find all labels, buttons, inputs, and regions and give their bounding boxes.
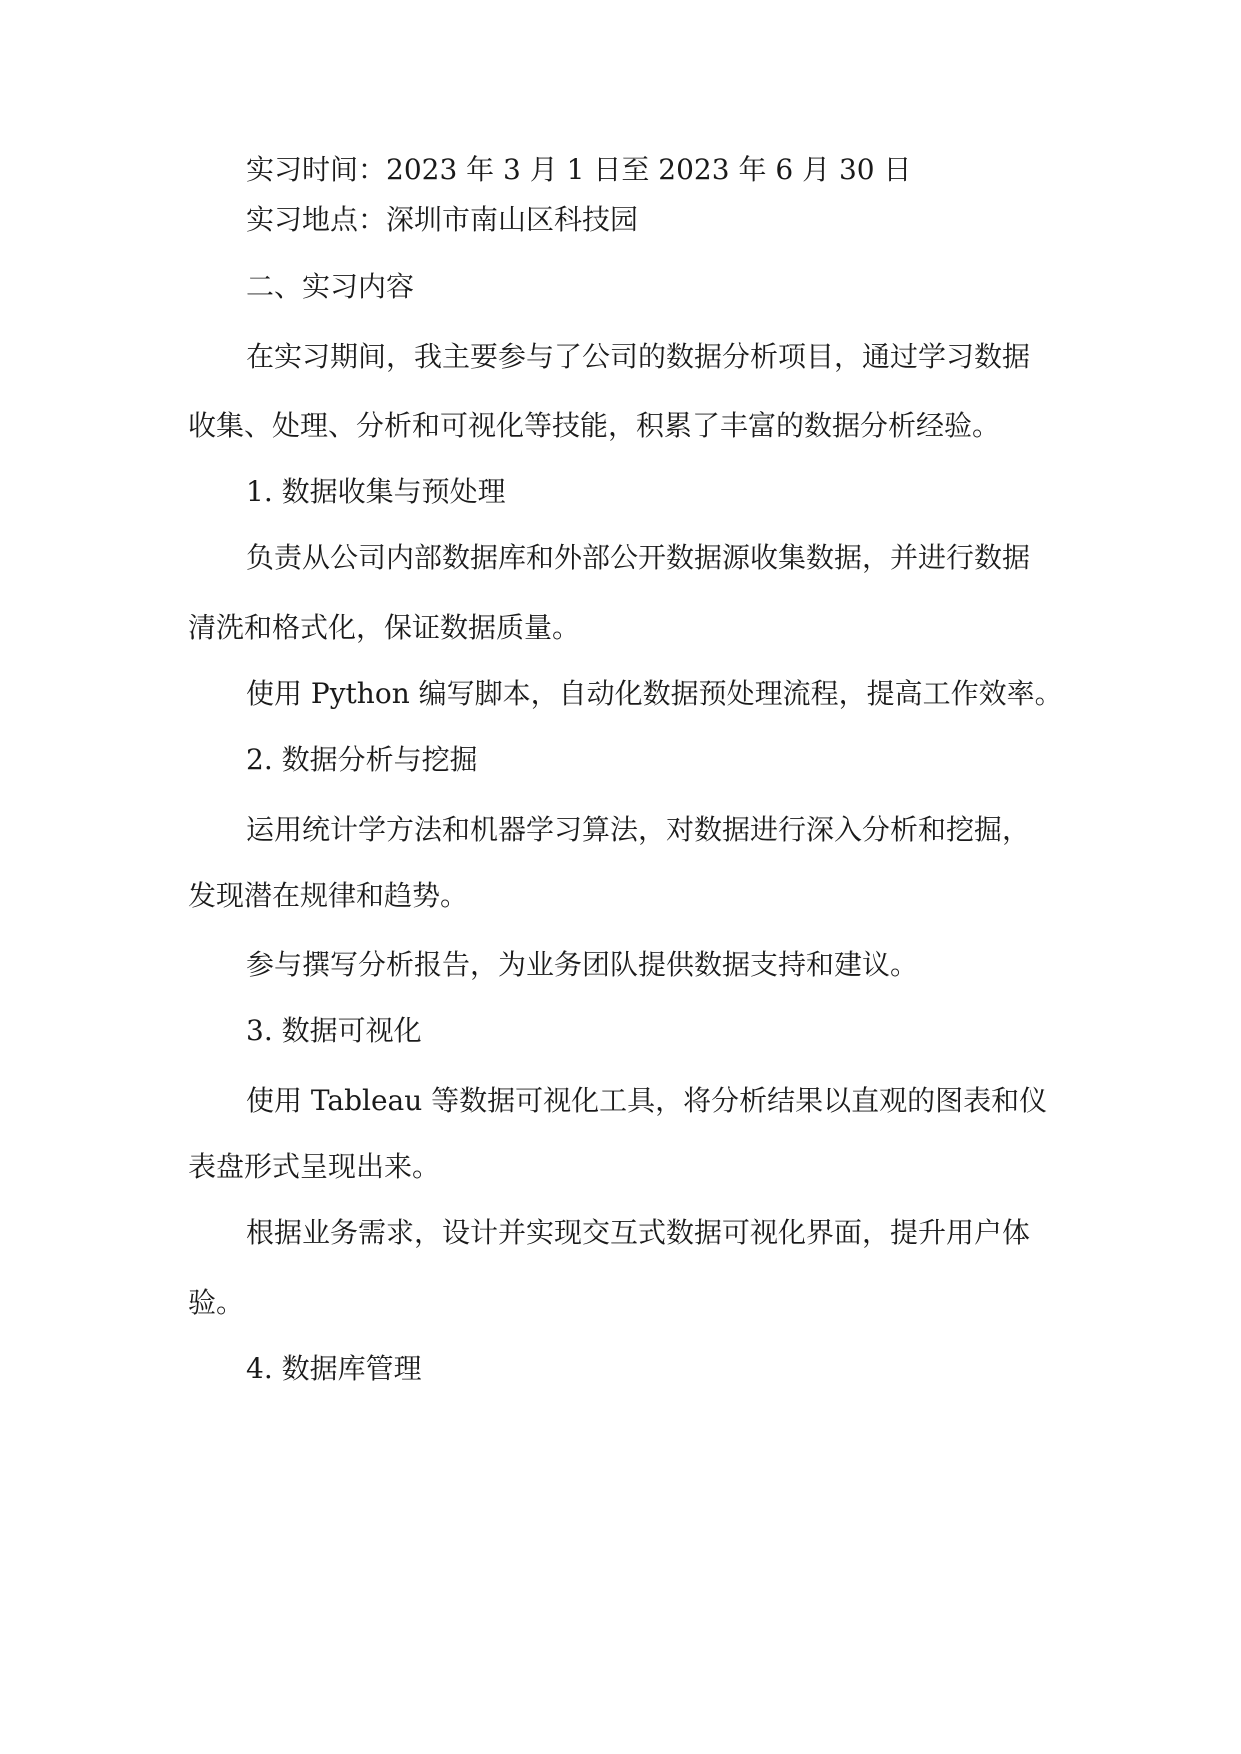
subsection-heading: 4. 数据库管理 [246,1352,422,1385]
paragraph-line: 负责从公司内部数据库和外部公开数据源收集数据，并进行数据 [246,541,1031,574]
paragraph-line: 参与撰写分析报告，为业务团队提供数据支持和建议。 [246,948,919,981]
paragraph-line: 在实习期间，我主要参与了公司的数据分析项目，通过学习数据 [246,340,1031,373]
paragraph-line: 根据业务需求，设计并实现交互式数据可视化界面，提升用户体 [246,1216,1031,1249]
section-heading: 二、实习内容 [246,270,415,303]
subsection-heading: 2. 数据分析与挖掘 [246,743,478,776]
paragraph-line: 使用 Python 编写脚本，自动化数据预处理流程，提高工作效率。 [246,677,1063,710]
paragraph-line: 运用统计学方法和机器学习算法，对数据进行深入分析和挖掘， [246,813,1031,846]
paragraph-line: 使用 Tableau 等数据可视化工具，将分析结果以直观的图表和仪 [246,1084,1048,1117]
subsection-heading: 3. 数据可视化 [246,1014,422,1047]
paragraph-line: 发现潜在规律和趋势。 [188,879,469,912]
paragraph-line: 收集、处理、分析和可视化等技能，积累了丰富的数据分析经验。 [188,409,1001,442]
internship-location: 实习地点：深圳市南山区科技园 [246,203,639,236]
paragraph-line: 清洗和格式化，保证数据质量。 [188,611,581,644]
paragraph-line: 表盘形式呈现出来。 [188,1150,441,1183]
paragraph-line: 验。 [188,1286,245,1319]
subsection-heading: 1. 数据收集与预处理 [246,475,506,508]
internship-time: 实习时间：2023 年 3 月 1 日至 2023 年 6 月 30 日 [246,153,912,186]
